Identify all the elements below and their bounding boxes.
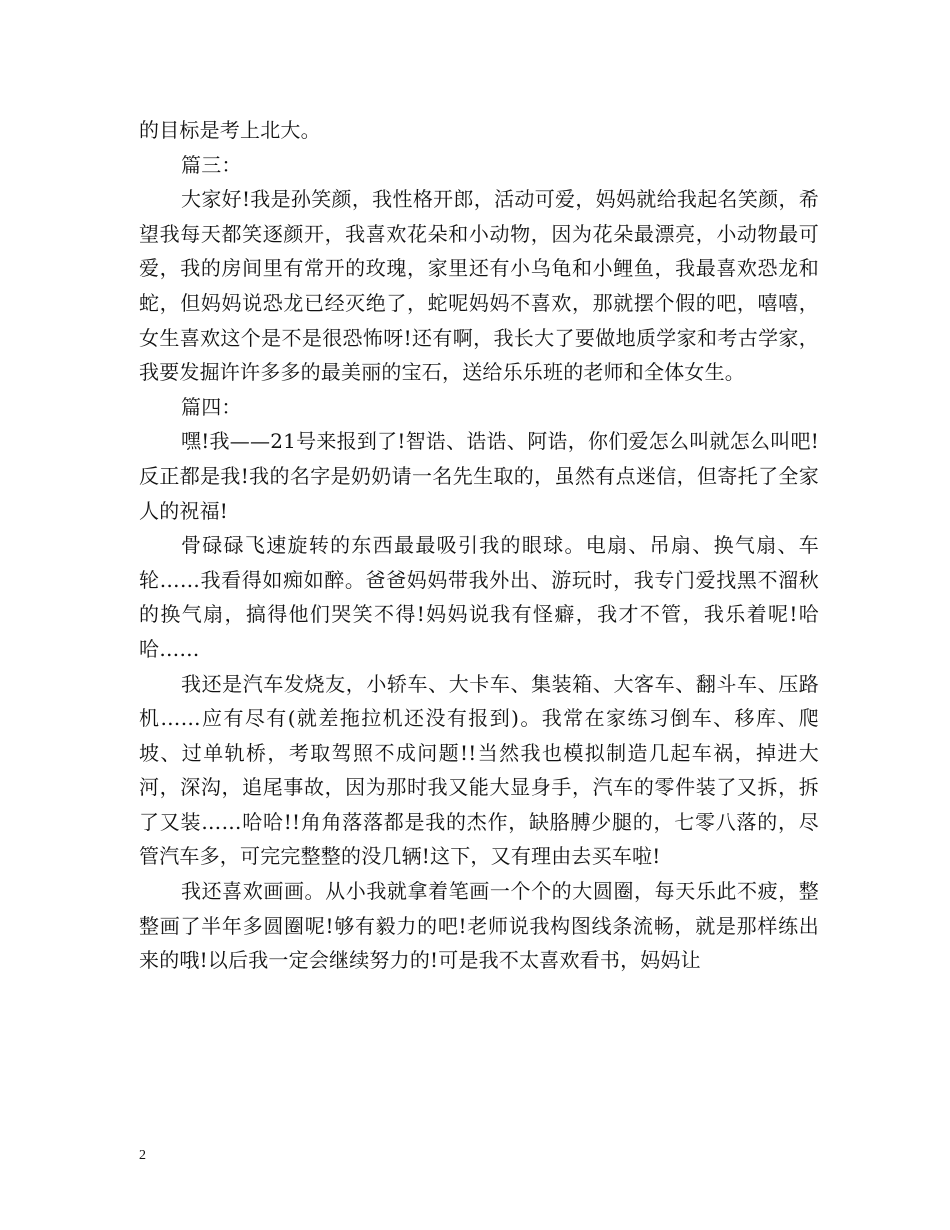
paragraph-spinning-things: 骨碌碌飞速旋转的东西最最吸引我的眼球。电扇、吊扇、换气扇、车轮……我看得如痴如醉。爸爸妈妈带我外出、游玩时，我专门爱找黑不溜秋的换气扇，搞得他们哭笑不得!妈妈说我有怪癖，我才不管，我乐着呢!哈哈…… [139, 533, 819, 661]
paragraph-intro-sun: 大家好!我是孙笑颜，我性格开郎，活动可爱，妈妈就给我起名笑颜，希望我每天都笑逐颜开，我喜欢花朵和小动物，因为花朵最漂亮，小动物最可爱，我的房间里有常开的玫瑰，家里还有小乌龟和小鲤鱼，我最喜欢恐龙和蛇，但妈妈说恐龙已经灭绝了，蛇呢妈妈不喜欢，那就摆个假的吧，嘻嘻，女生喜欢这个是不是很恐怖呀!还有啊，我长大了要做地质学家和考古学家，我要发掘许许多多的最美丽的宝石，送给乐乐班的老师和全体女生。 [139, 187, 819, 385]
section-heading-4: 篇四： [181, 394, 242, 419]
section-heading-3: 篇三： [181, 152, 242, 177]
page-number: 2 [139, 1148, 146, 1163]
document-body [139, 113, 819, 978]
paragraph-continuation: 的目标是考上北大。 [139, 118, 321, 142]
paragraph-drawing: 我还喜欢画画。从小我就拿着笔画一个个的大圆圈，每天乐此不疲，整整画了半年多圆圈呢!够有毅力的吧!老师说我构图线条流畅，就是那样练出来的哦!以后我一定会继续努力的!可是我不太喜欢看书，妈妈让 [139, 879, 819, 973]
paragraph-car-fan: 我还是汽车发烧友，小轿车、大卡车、集装箱、大客车、翻斗车、压路机……应有尽有(就差拖拉机还没有报到)。我常在家练习倒车、移库、爬坡、过单轨桥，考取驾照不成问题!!当然我也模拟制造几起车祸，掉进大河，深沟，追尾事故，因为那时我又能大显身手，汽车的零件装了又拆，拆了又装……哈哈!!角角落落都是我的杰作，缺胳膊少腿的，七零八落的，尽管汽车多，可完完整整的没几辆!这下，又有理由去买车啦! [139, 671, 819, 869]
paragraph-intro-21: 嘿!我——21号来报到了!智诰、诰诰、阿诰，你们爱怎么叫就怎么叫吧!反正都是我!我的名字是奶奶请一名先生取的，虽然有点迷信，但寄托了全家人的祝福! [139, 429, 819, 523]
